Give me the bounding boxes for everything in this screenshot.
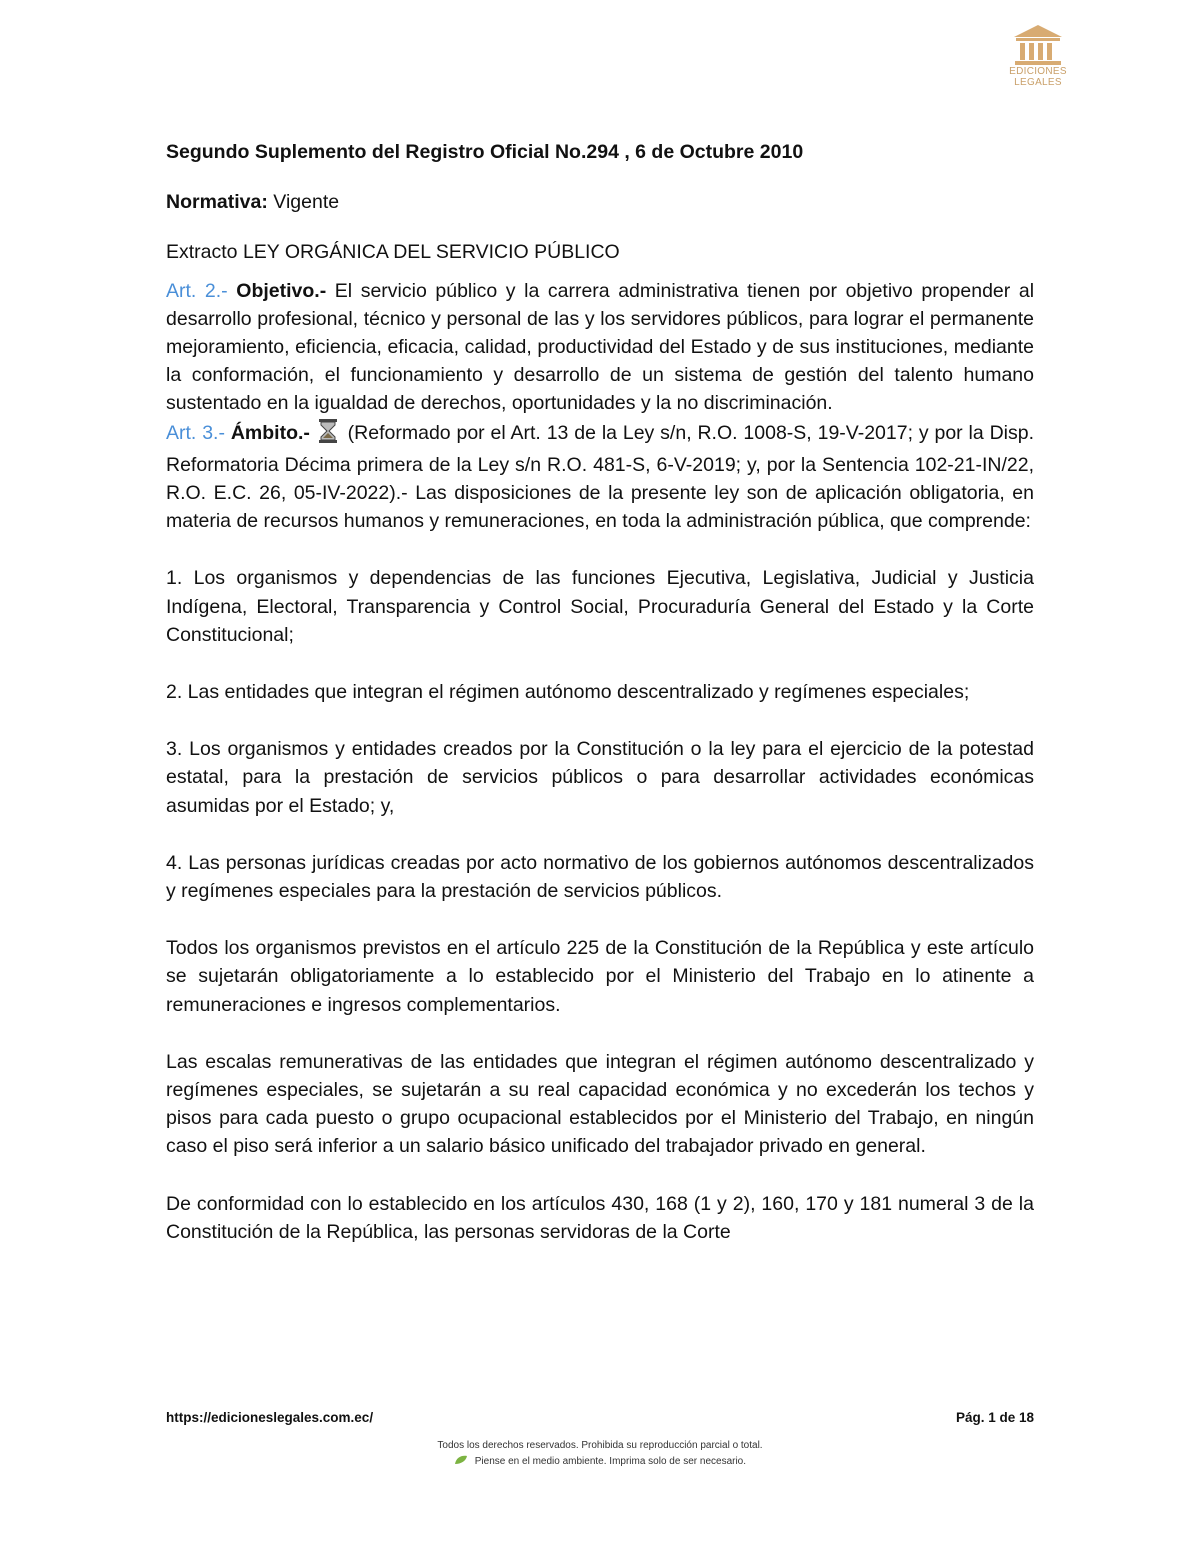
paragraph: Todos los organismos previstos en el artículo 225 de la Constitución de la República y este artículo se sujetarán obligatoriamente a lo establecido por el Ministerio del Trabajo en lo atinente a remuneraciones e ingresos complementarios. (166, 937, 1034, 1016)
list-item: 2. Las entidades que integran el régimen autónomo descentralizado y regímenes especiales; (166, 681, 970, 704)
document-body (166, 138, 1034, 1246)
environment-notice-line (0, 1454, 1200, 1471)
extract-heading: Extracto LEY ORGÁNICA DEL SERVICIO PÚBLICO (166, 241, 620, 264)
article-2 (166, 277, 1034, 418)
normativa-label: Normativa: (166, 191, 268, 214)
footer-note (0, 1438, 1200, 1471)
page-footer (166, 1410, 1034, 1425)
leaf-icon (454, 1455, 468, 1471)
article-2-text: El servicio público y la carrera administrativa tienen por objetivo propender al desarrollo profesional, técnico y personal de las y los servidores públicos, para lograr el permanente mejoramiento, eficiencia, eficacia, calidad, productividad del Estado y de sus instituciones, mediante la conformación, el funcionamiento y desarrollo de un sistema de gestión del talento humano sustentado en la igualdad de derechos, oportunidades y la no discriminación. (166, 279, 1035, 415)
paragraph: De conformidad con lo establecido en los artículos 430, 168 (1 y 2), 160, 170 y 181 numeral 3 de la Constitución de la República, las personas servidoras de la Corte (166, 1192, 1034, 1243)
list-item: 4. Las personas jurídicas creadas por acto normativo de los gobiernos autónomos descentralizados y regímenes especiales para la prestación de servicios públicos. (166, 851, 1034, 903)
columns-logo-icon (1012, 24, 1064, 66)
rights-notice: Todos los derechos reservados. Prohibida su reproducción parcial o total. (437, 1440, 763, 1451)
logo-text-line1: EDICIONES (1009, 66, 1067, 77)
hourglass-icon[interactable] (318, 419, 338, 451)
logo-text-line2: LEGALES (1014, 77, 1062, 88)
document-title: Segundo Suplemento del Registro Oficial No.294 , 6 de Octubre 2010 (166, 141, 804, 163)
paragraph: Las escalas remunerativas de las entidades que integran el régimen autónomo descentralizado y regímenes especiales, se sujetarán a su real capacidad económica y no excederán los techos y pisos para cada puesto o grupo ocupacional establecidos por el Ministerio del Trabajo, en ningún caso el piso será inferior a un salario básico unificado del trabajador privado en general. (166, 1050, 1034, 1158)
article-2-number[interactable]: Art. 2.- (166, 279, 228, 302)
article-3-heading: Ámbito.- (230, 421, 310, 444)
normativa-line (166, 188, 1034, 216)
ediciones-legales-logo (1003, 24, 1073, 88)
list-item: 3. Los organismos y entidades creados por la Constitución o la ley para el ejercicio de la potestad estatal, para la prestación de servicios públicos o para desarrollar actividades económicas asumidas por el Estado; y, (166, 738, 1034, 817)
page-number: Pág. 1 de 18 (955, 1410, 1034, 1425)
article-3 (166, 419, 1034, 536)
footer-url-link[interactable]: https://edicioneslegales.com.ec/ (166, 1410, 374, 1425)
article-2-heading: Objetivo.- (236, 279, 327, 302)
article-3-number[interactable]: Art. 3.- (166, 421, 225, 444)
environment-notice: Piense en el medio ambiente. Imprima solo de ser necesario. (474, 1456, 747, 1467)
article-3-text: (Reformado por el Art. 13 de la Ley s/n, R.O. 1008-S, 19-V-2017; y por la Disp. Reformatoria Décima primera de la Ley s/n R.O. 481-S, 6-V-2019; y, por la Sentencia 102-21-IN/22, R.O. E.C. 26, 05-IV-2022).- Las disposiciones de la presente ley son de aplicación obligatoria, en materia de recursos humanos y remuneraciones, en toda la administración pública, que comprende: (166, 421, 1035, 533)
normativa-value: Vigente (273, 191, 340, 214)
list-item: 1. Los organismos y dependencias de las funciones Ejecutiva, Legislativa, Judicial y Justicia Indígena, Electoral, Transparencia y Control Social, Procuraduría General del Estado y la Corte Constitucional; (166, 567, 1034, 646)
